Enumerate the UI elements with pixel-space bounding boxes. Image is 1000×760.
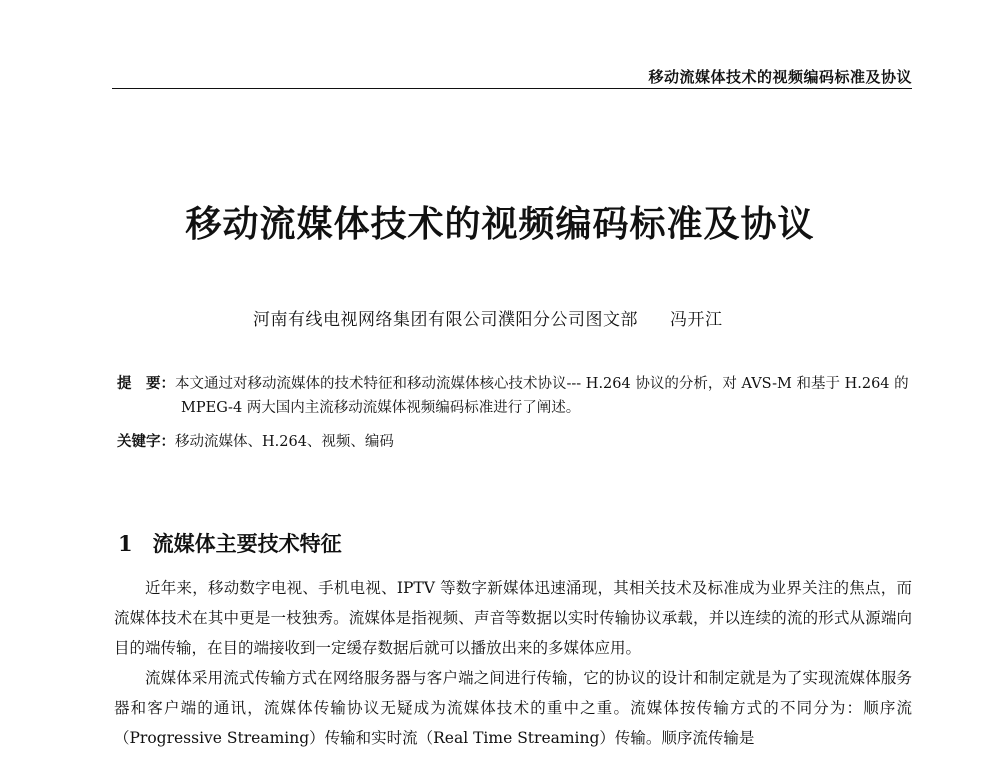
abstract-text: 本文通过对移动流媒体的技术特征和移动流媒体核心技术协议--- H.264 协议的分析，对 AVS-M 和基于 H.264 的 MPEG-4 两大国内主流移动流媒体视频编码标准进行了阐述。 <box>175 376 909 416</box>
section-heading <box>118 528 342 558</box>
abstract-paragraph <box>117 372 912 420</box>
abstract-label: 提 要： <box>117 376 175 392</box>
paper-title: 移动流媒体技术的视频编码标准及协议 <box>185 203 815 245</box>
body-paragraph-2: 流媒体采用流式传输方式在网络服务器与客户端之间进行传输，它的协议的设计和制定就是为了实现流媒体服务器和客户端的通讯，流媒体传输协议无疑成为流媒体技术的重中之重。流媒体按传输方式的不同分为：顺序流（Progressive Streaming）传输和实时流（Real Time Streaming）传输。顺序流传输是 <box>114 669 912 747</box>
keywords-text: 移动流媒体、H.264、视频、编码 <box>175 434 394 450</box>
affiliation: 河南有线电视网络集团有限公司濮阳分公司图文部 <box>253 310 638 330</box>
body-paragraph-1: 近年来，移动数字电视、手机电视、IPTV 等数字新媒体迅速涌现，其相关技术及标准成为业界关注的焦点，而流媒体技术在其中更是一枝独秀。流媒体是指视频、声音等数据以实时传输协议承载，并以连续的流的形式从源端向目的端传输，在目的端接收到一定缓存数据后就可以播放出来的多媒体应用。 <box>114 579 912 657</box>
section-title: 流媒体主要技术特征 <box>152 531 342 556</box>
author-line <box>253 305 723 330</box>
running-header: 移动流媒体技术的视频编码标准及协议 <box>648 68 912 86</box>
section-number: 1 <box>118 531 133 556</box>
section-body <box>114 573 912 753</box>
header-rule <box>112 88 912 89</box>
keywords <box>117 430 394 454</box>
keywords-label: 关键字： <box>117 434 175 450</box>
abstract <box>117 372 912 420</box>
author-name: 冯开江 <box>670 310 723 330</box>
